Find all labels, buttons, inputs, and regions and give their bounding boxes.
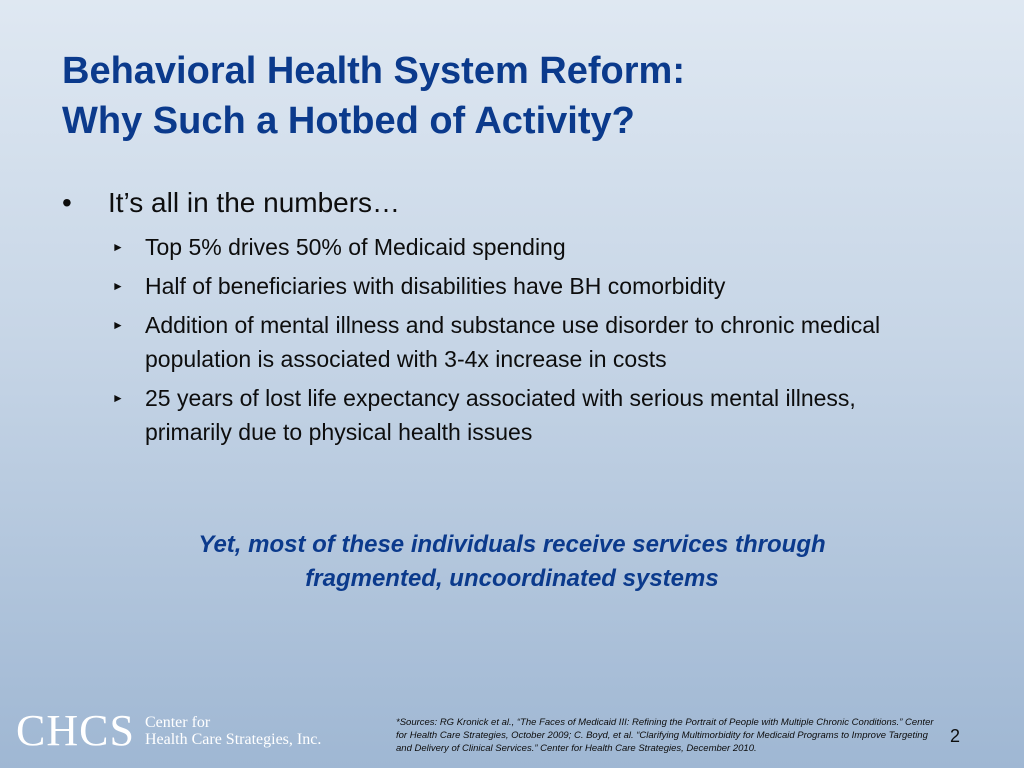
sub-bullet-item [112,381,962,449]
logo-wordmark [145,714,321,748]
sub-bullet-text: Half of beneficiaries with disabilities have BH comorbidity [145,273,726,299]
chcs-logo [16,706,321,756]
main-bullet [62,186,962,220]
callout-line-1: Yet, most of these individuals receive services through [198,531,826,558]
slide-title [62,46,962,146]
sub-bullet-text: Top 5% drives 50% of Medicaid spending [145,234,566,260]
triangle-right-icon: ► [112,240,124,254]
callout-text [80,528,944,596]
callout-line-2: fragmented, uncoordinated systems [305,565,719,592]
logo-line-1: Center for [144,714,211,731]
sub-bullet-item [112,308,962,376]
sub-bullet-item [112,230,962,264]
triangle-right-icon: ► [112,318,124,332]
bullet-dot-icon: • [62,187,72,218]
triangle-right-icon: ► [112,391,124,405]
title-line-2: Why Such a Hotbed of Activity? [62,100,635,142]
triangle-right-icon: ► [112,279,124,293]
logo-mark: CHCS [16,706,135,755]
sub-bullet-text: Addition of mental illness and substance use disorder to chronic medical population is associated with 3-4x increase in costs [145,312,881,372]
bullet-content [62,186,962,454]
sub-bullet-list [62,230,962,449]
page-number: 2 [950,726,961,746]
logo-line-2: Health Care Strategies, Inc. [144,731,322,748]
sub-bullet-item [112,269,962,303]
sub-bullet-text: 25 years of lost life expectancy associated with serious mental illness, primarily due to physical health issues [145,385,856,445]
sources-footnote: *Sources: RG Kronick et al., “The Faces of Medicaid III: Refining the Portrait of People with Multiple Chronic Conditions.” Center for Health Care Strategies, October 2009; C. Boyd, et al. “Clarifying Multimorbidity for Medicaid Programs to Improve Targeting and Delivery of Clinical Services.” Center for Health Care Strategies, December 2010. [396,717,934,754]
main-bullet-text: It’s all in the numbers… [108,187,401,218]
title-line-1: Behavioral Health System Reform: [62,50,685,92]
